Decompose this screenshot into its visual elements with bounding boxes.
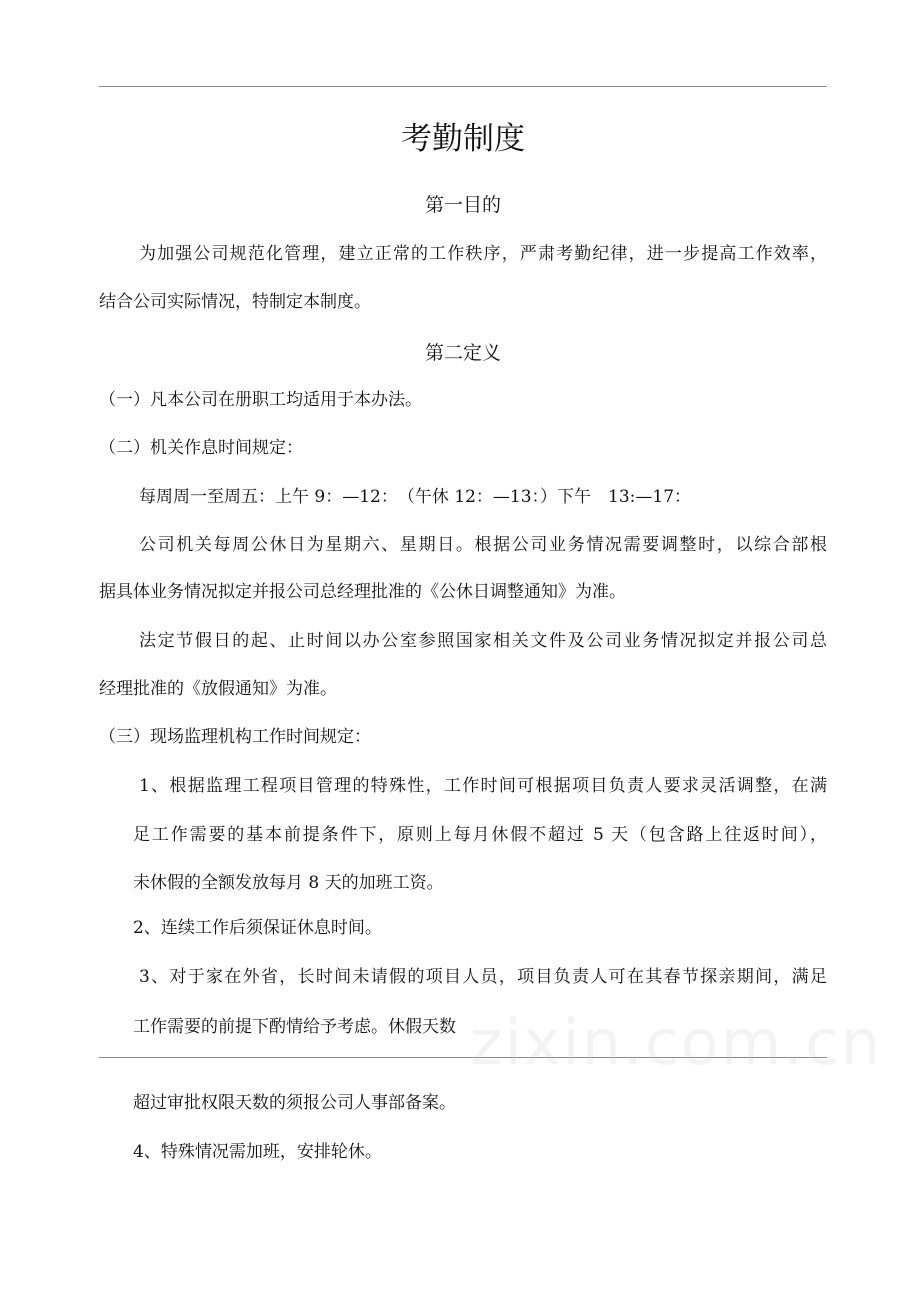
legal-holiday-line-2: 经理批准的《放假通知》为准。 [99,679,337,699]
rule-3-line-1: 3、对于家在外省，长时间未请假的项目人员，项目负责人可在其春节探亲期间，满足 [139,967,827,987]
weekly-holiday-line-1: 公司机关每周公休日为星期六、星期日。根据公司业务情况需要调整时，以综合部根 [139,535,827,555]
rule-4: 4、特殊情况需加班，安排轮休。 [133,1142,382,1162]
definition-item-3: （三）现场监理机构工作时间规定： [99,727,371,747]
section-heading-purpose: 第一目的 [424,194,501,216]
rule-3-line-2: 工作需要的前提下酌情给予考虑。休假天数 [133,1017,456,1037]
rule-1-line-2: 足工作需要的基本前提条件下，原则上每月休假不超过 5 天（包含路上往返时间）， [133,825,827,845]
section-heading-definition: 第二定义 [424,342,501,364]
definition-item-1: （一）凡本公司在册职工均适用于本办法。 [99,390,422,410]
work-schedule: 每周周一至周五：上午 9：—12： （午休 12：—13：）下午 13:—17： [139,487,692,507]
watermark: zixin.com.cn [470,1006,883,1079]
purpose-paragraph-line-2: 结合公司实际情况，特制定本制度。 [99,292,371,312]
rule-1-line-1: 1、根据监理工程项目管理的特殊性，工作时间可根据项目负责人要求灵活调整，在满 [139,776,827,796]
rule-2: 2、连续工作后须保证休息时间。 [133,918,382,938]
legal-holiday-line-1: 法定节假日的起、止时间以办公室参照国家相关文件及公司业务情况拟定并报公司总 [139,631,827,651]
definition-item-2: （二）机关作息时间规定： [99,438,303,458]
rule-3-continued: 超过审批权限天数的须报公司人事部备案。 [133,1093,456,1113]
top-divider [99,86,827,87]
weekly-holiday-line-2: 据具体业务情况拟定并报公司总经理批准的《公休日调整通知》为准。 [99,582,626,602]
rule-1-line-3: 未休假的全额发放每月 8 天的加班工资。 [133,873,444,893]
document-title: 考勤制度 [401,121,525,157]
purpose-paragraph-line-1: 为加强公司规范化管理，建立正常的工作秩序，严肃考勤纪律，进一步提高工作效率， [139,244,827,264]
